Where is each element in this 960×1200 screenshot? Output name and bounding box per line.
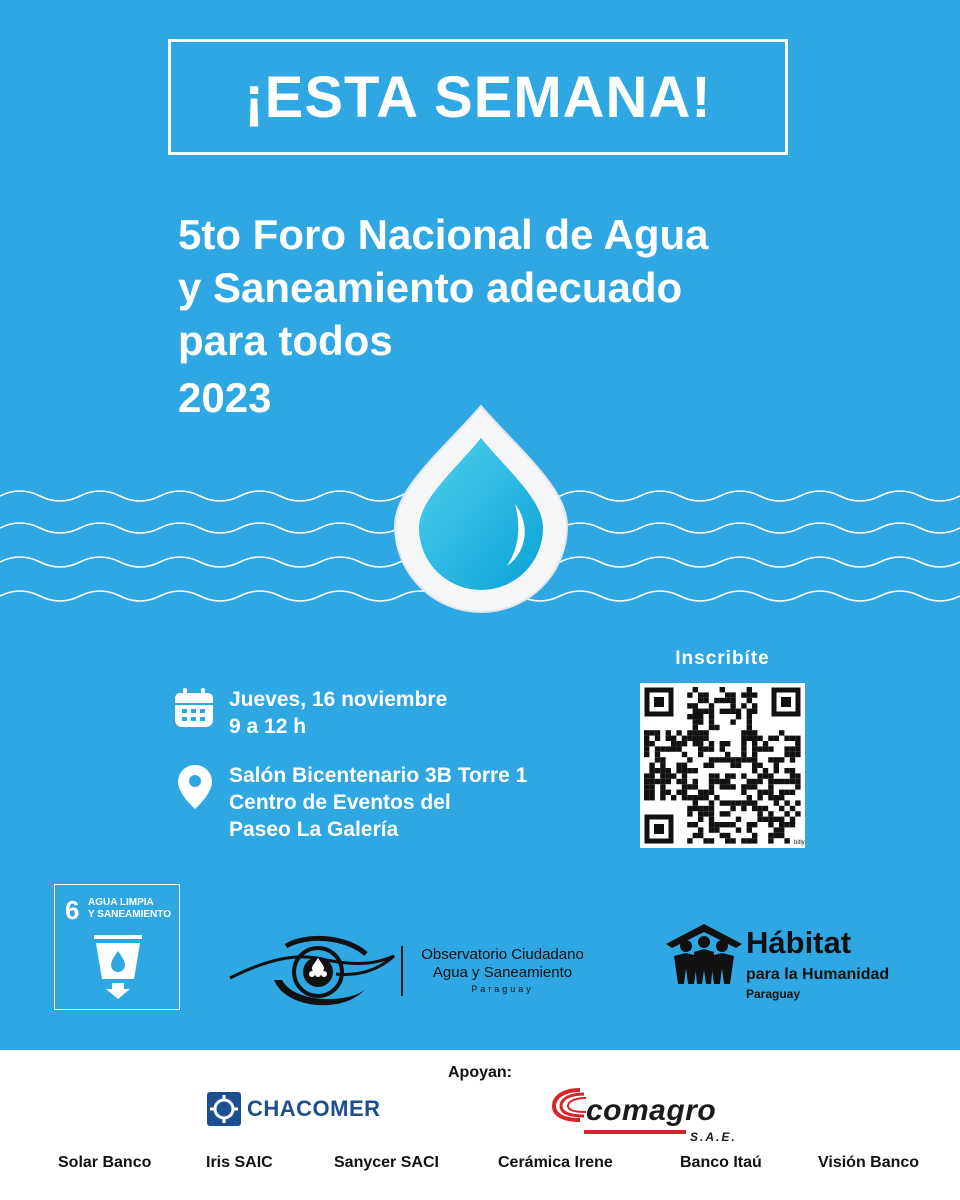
water-glass-icon (92, 933, 144, 999)
water-drop-icon (383, 400, 579, 620)
location-line: Salón Bicentenario 3B Torre 1 (229, 764, 528, 787)
habitat-name: Hábitat (746, 925, 852, 960)
sponsor-item: Iris SAIC (206, 1154, 273, 1171)
title-line: y Saneamiento adecuado (178, 264, 683, 311)
sdg-label-line: Y SANEAMIENTO (88, 909, 171, 920)
comagro-mark-icon (550, 1086, 590, 1128)
banner (168, 39, 788, 155)
comagro-suffix: S.A.E. (690, 1130, 737, 1144)
observatorio-logo-icon (226, 930, 398, 1010)
title-line: 5to Foro Nacional de Agua (178, 211, 709, 258)
organizer-name (410, 946, 595, 996)
location-line: Paseo La Galería (229, 818, 399, 841)
calendar-icon (172, 686, 216, 730)
chacomer-name: CHACOMER (247, 1096, 381, 1121)
sdg-label-line: AGUA LIMPIA (88, 897, 154, 908)
organizer-line: Observatorio Ciudadano (421, 946, 584, 963)
chacomer-mark-icon (207, 1092, 241, 1126)
comagro-name: comagro (586, 1094, 717, 1127)
habitat-country: Paraguay (746, 987, 801, 1001)
chacomer-logo (207, 1092, 381, 1126)
habitat-tagline: para la Humanidad (746, 966, 890, 983)
divider (401, 946, 403, 996)
event-year: 2023 (178, 374, 272, 421)
sdg-label (88, 897, 178, 921)
sdg-number: 6 (65, 895, 80, 925)
location-line: Centro de Eventos del (229, 791, 451, 814)
sdg-6-badge (54, 884, 180, 1010)
event-time: 9 a 12 h (229, 715, 307, 738)
schedule (229, 686, 447, 740)
qr-code[interactable] (640, 683, 805, 848)
footer (0, 1050, 960, 1200)
sponsor-item: Sanycer SACI (334, 1154, 439, 1171)
habitat-logo-icon (664, 922, 744, 986)
support-label: Apoyan: (448, 1064, 512, 1081)
sponsor-item: Cerámica Irene (498, 1154, 613, 1171)
sponsor-item: Banco Itaú (680, 1154, 762, 1171)
register-label: Inscribíte (675, 648, 770, 669)
sponsor-list (0, 1154, 960, 1178)
event-title (178, 208, 878, 424)
qr-tag: bitly (794, 840, 805, 846)
title-line: para todos (178, 317, 393, 364)
location-pin-icon (176, 763, 214, 811)
sponsor-item: Visión Banco (818, 1154, 920, 1171)
organizer-line: Agua y Saneamiento (432, 964, 573, 981)
sponsor-item: Solar Banco (58, 1154, 152, 1171)
event-date: Jueves, 16 noviembre (229, 688, 448, 711)
organizer-country: Paraguay (471, 984, 534, 994)
banner-text: ¡ESTA SEMANA! (244, 64, 712, 130)
location (229, 762, 527, 843)
